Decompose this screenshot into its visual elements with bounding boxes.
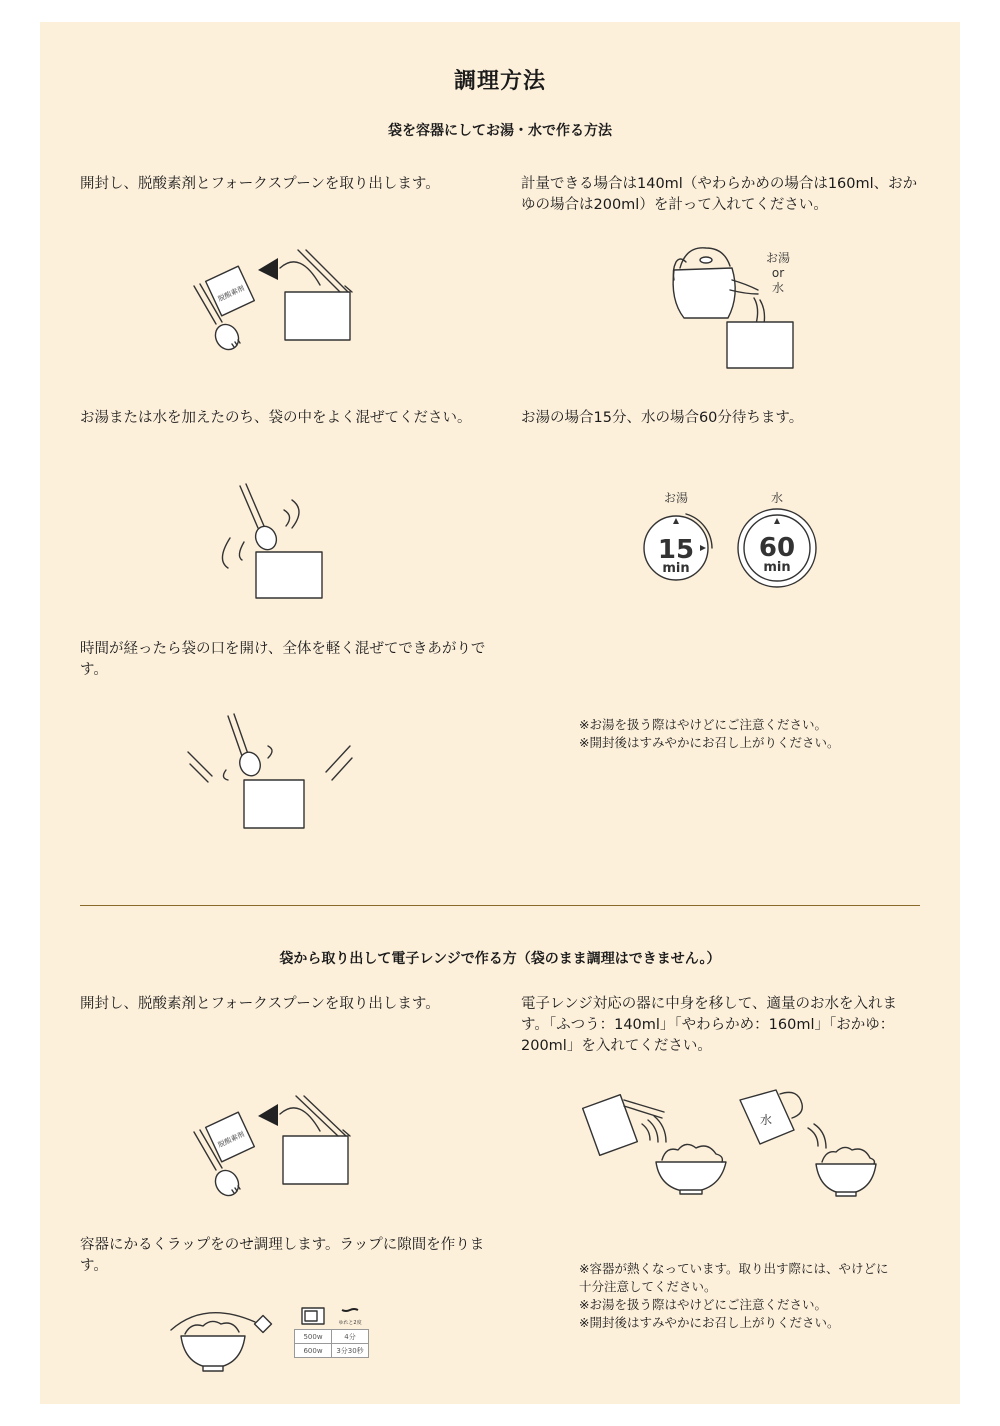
pouch-icon	[283, 1096, 350, 1184]
page-title: 調理方法	[453, 69, 546, 94]
timer-cold-label: 水	[770, 491, 784, 505]
timer-cold-unit: min	[763, 560, 791, 575]
timer-cold-value: 60	[758, 533, 796, 563]
table-row	[295, 1330, 369, 1344]
microwave-header-label: ゆれと2度	[338, 1320, 362, 1326]
section1-step-5: 時間が経ったら袋の口を開け、全体を軽く混ぜてできあがりです。	[80, 641, 486, 678]
pour-motion-icon	[808, 1124, 826, 1148]
kettle-icon	[673, 248, 758, 318]
table-cell-time: 3分30秒	[332, 1344, 369, 1358]
timer-hot-label: お湯	[663, 491, 689, 505]
section2-heading: 袋から取り出して電子レンジで作る方（袋のまま調理はできません。）	[279, 951, 721, 967]
spoon-icon	[240, 484, 280, 553]
bowl-icon	[181, 1336, 245, 1368]
section1-step-3: お湯または水を加えたのち、袋の中をよく混ぜてください。	[80, 410, 472, 426]
section1-step-4: お湯の場合15分、水の場合60分待ちます。	[521, 410, 804, 426]
wrap-bowl-illustration	[165, 1300, 285, 1375]
pouch-icon	[256, 552, 322, 598]
spoon-icon	[228, 714, 264, 779]
pouch-icon	[285, 250, 352, 340]
measuring-pitcher-icon	[740, 1090, 802, 1144]
transfer-to-bowl-illustration	[580, 1080, 880, 1200]
pouch-icon	[727, 322, 793, 368]
microwave-header	[294, 1306, 374, 1328]
pouch-icon	[244, 780, 304, 828]
packet-label: 脱酸素剤	[216, 1130, 246, 1150]
section2-step-3: 容器にかるくラップをのせ調理します。ラップに隙間を作ります。	[80, 1237, 485, 1274]
timer-hot-unit: min	[662, 561, 690, 576]
timers-illustration	[640, 488, 820, 588]
arrow-icon	[258, 1104, 320, 1131]
section1-step-2: 計量できる場合は140ml（やわらかめの場合は160ml、おかゆの場合は200ml）を計って入れてください。	[521, 176, 918, 213]
microwave-time-table	[294, 1329, 369, 1358]
open-packet-illustration-2	[180, 1086, 370, 1206]
water-stream-icon	[754, 298, 758, 324]
sparkle-right-icon	[326, 746, 352, 780]
pour-motion-icon	[642, 1116, 666, 1142]
mix-illustration	[210, 480, 340, 605]
packet-pour-icon	[583, 1095, 664, 1156]
microwave-icon	[302, 1308, 324, 1324]
timer-hot-value: 15	[657, 535, 695, 565]
pitcher-label: 水	[759, 1113, 773, 1127]
pour-label-2: or	[771, 266, 785, 280]
section1-note-1: ※お湯を扱う際はやけどにご注意ください。	[579, 717, 827, 732]
section1-step-1: 開封し、脱酸素剤とフォークスプーンを取り出します。	[80, 176, 440, 192]
packet-label: 脱酸素剤	[216, 284, 246, 304]
section1-note-2: ※開封後はすみやかにお召し上がりください。	[579, 735, 840, 750]
done-illustration	[180, 710, 360, 835]
sparkle-left-icon	[188, 752, 212, 782]
pour-label-1: お湯	[765, 251, 791, 265]
steam-icon	[342, 1309, 358, 1311]
timer-hot-icon	[644, 514, 712, 580]
table-cell-power: 600w	[295, 1344, 332, 1358]
section1-heading: 袋を容器にしてお湯・水で作る方法	[388, 123, 612, 139]
section2-note-2: ※お湯を扱う際はやけどにご注意ください。	[579, 1297, 827, 1312]
pour-label-3: 水	[771, 281, 785, 295]
open-packet-illustration	[180, 240, 370, 360]
section2-step-2: 電子レンジ対応の器に中身を移して、適量のお水を入れます。「ふつう：140ml」「やわらかめ：160ml」「おかゆ：200ml」を入れてください。	[521, 996, 897, 1054]
table-cell-power: 500w	[295, 1330, 332, 1344]
pour-water-illustration	[660, 240, 820, 370]
section2-note-1: ※容器が熱くなっています。取り出す際には、やけどに十分注意してください。	[579, 1261, 889, 1294]
oxygen-absorber-icon	[206, 266, 255, 316]
section-divider	[80, 905, 920, 906]
timer-cold-icon	[738, 509, 816, 587]
section2-step-1: 開封し、脱酸素剤とフォークスプーンを取り出します。	[80, 996, 440, 1012]
motion-lines-icon	[222, 538, 230, 568]
table-row	[295, 1344, 369, 1358]
bowl-icon	[656, 1144, 726, 1194]
oxygen-absorber-icon	[206, 1112, 255, 1162]
section2-note-3: ※開封後はすみやかにお召し上がりください。	[579, 1315, 840, 1330]
bowl-icon	[816, 1147, 876, 1196]
table-cell-time: 4分	[332, 1330, 369, 1344]
